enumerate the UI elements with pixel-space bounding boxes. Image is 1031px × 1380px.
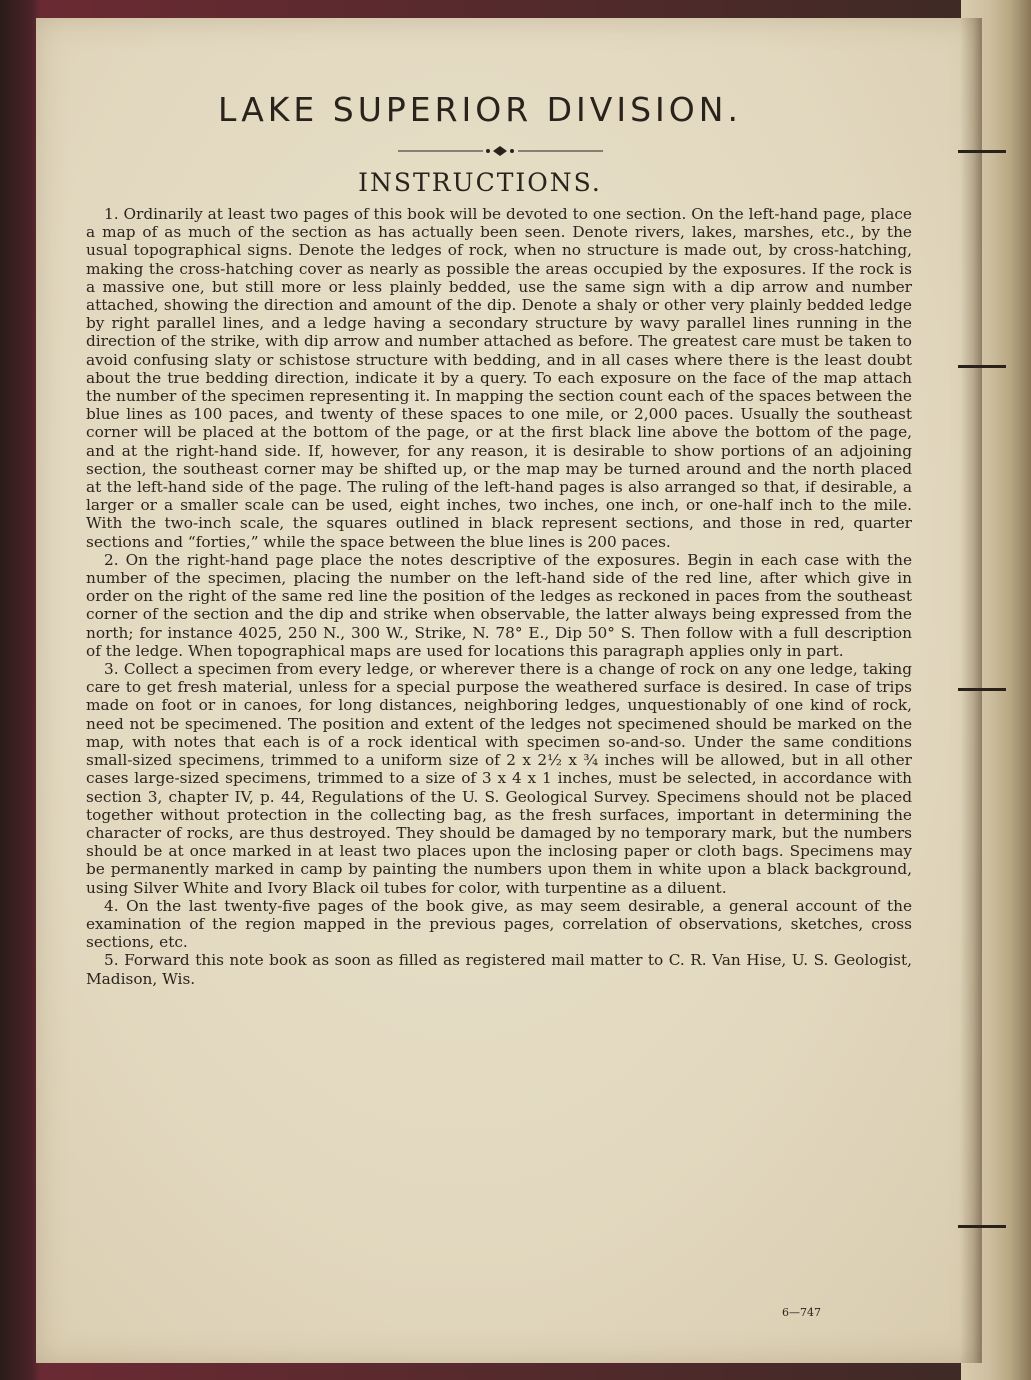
instruction-paragraph-5: 5. Forward this note book as soon as filled as registered mail matter to C. R. Van Hise, U. S. Geologist, Madison, Wis. [86, 951, 912, 988]
binding-stitch [958, 1225, 1006, 1228]
divider-ornament-icon [398, 145, 603, 157]
instruction-paragraph-2: 2. On the right-hand page place the notes descriptive of the exposures. Begin in each case with the number of the specimen, placing the number on the left-hand side of the red line, after which give in order on the right of the same red line the position of the ledges as reckoned in paces from the southeast corner of the section and the dip and strike when observable, the latter always being expressed from the north; for instance 4025, 250 N., 300 W., Strike, N. 78° E., Dip 50° S. Then follow with a full description of the ledge. When topographical maps are used for locations this paragraph applies only in part. [86, 550, 912, 660]
section-heading: INSTRUCTIONS. [358, 168, 602, 197]
instruction-paragraph-4: 4. On the last twenty-five pages of the book give, as may seem desirable, a general account of the examination of the region mapped in the previous pages, correlation of observations, sketches, cross sections, etc. [86, 896, 912, 952]
binding-stitch [958, 365, 1006, 368]
page-title: LAKE SUPERIOR DIVISION. [218, 90, 742, 129]
instruction-paragraph-3: 3. Collect a specimen from every ledge, or wherever there is a change of rock on any one ledge, taking care to get fresh material, unless for a special purpose the weathered surface is desired. In case of trips made on foot or in canoes, for long distances, neighboring ledges, unquestionably of one kind of rock, need not be specimened. The position and extent of the ledges not specimened should be marked on the map, with notes that each is of a rock identical with specimen so-and-so. Under the same conditions small-sized specimens, trimmed to a uniform size of 2 x 2½ x ¾ inches will be allowed, but in all other cases large-sized specimens, trimmed to a size of 3 x 4 x 1 inches, must be selected, in accordance with section 3, chapter IV, p. 44, Regulations of the U. S. Geological Survey. Specimens should not be placed together without protection in the collecting bag, as the fresh surfaces, important in determining the character of rocks, are thus destroyed. They should be damaged by no temporary mark, but the numbers should be at once marked in at least two places upon the inclosing paper or cloth bags. Specimens may be permanently marked in camp by painting the numbers upon them in white upon a black background, using Silver White and Ivory Black oil tubes for color, with turpentine as a diluent. [86, 660, 912, 897]
instructions-body [86, 205, 912, 988]
print-code: 6—747 [782, 1306, 821, 1319]
instruction-paragraph-1: 1. Ordinarily at least two pages of this book will be devoted to one section. On the left-hand page, place a map of as much of the section as has actually been seen. Denote rivers, lakes, marshes, etc., by the usual topographical signs. Denote the ledges of rock, when no structure is made out, by cross-hatching, making the cross-hatching cover as nearly as possible the areas occupied by the exposures. If the rock is a massive one, but still more or less plainly bedded, use the same sign with a dip arrow and number attached, showing the direction and amount of the dip. Denote a shaly or other very plainly bedded ledge by right parallel lines, and a ledge having a secondary structure by wavy parallel lines running in the direction of the strike, with dip arrow and number attached as before. The greatest care must be taken to avoid confusing slaty or schistose structure with bedding, and in all cases where there is the least doubt about the true bedding direction, indicate it by a query. To each exposure on the face of the map attach the number of the specimen representing it. In mapping the section count each of the spaces between the blue lines as 100 paces, and twenty of these spaces to one mile, or 2,000 paces. Usually the southeast corner will be placed at the bottom of the page, or at the first black line above the bottom of the page, and at the right-hand side. If, however, for any reason, it is desirable to show portions of an adjoining section, the southeast corner may be shifted up, or the map may be turned around and the north placed at the left-hand side of the page. The ruling of the left-hand pages is also arranged so that, if desirable, a larger or a smaller scale can be used, eight inches, two inches, one inch, or one-half inch to the mile. With the two-inch scale, the squares outlined in black represent sections, and those in red, quarter sections and “forties,” while the space between the blue lines is 200 paces. [86, 205, 912, 551]
binding-stitch [958, 688, 1006, 691]
binding-stitch [958, 150, 1006, 153]
